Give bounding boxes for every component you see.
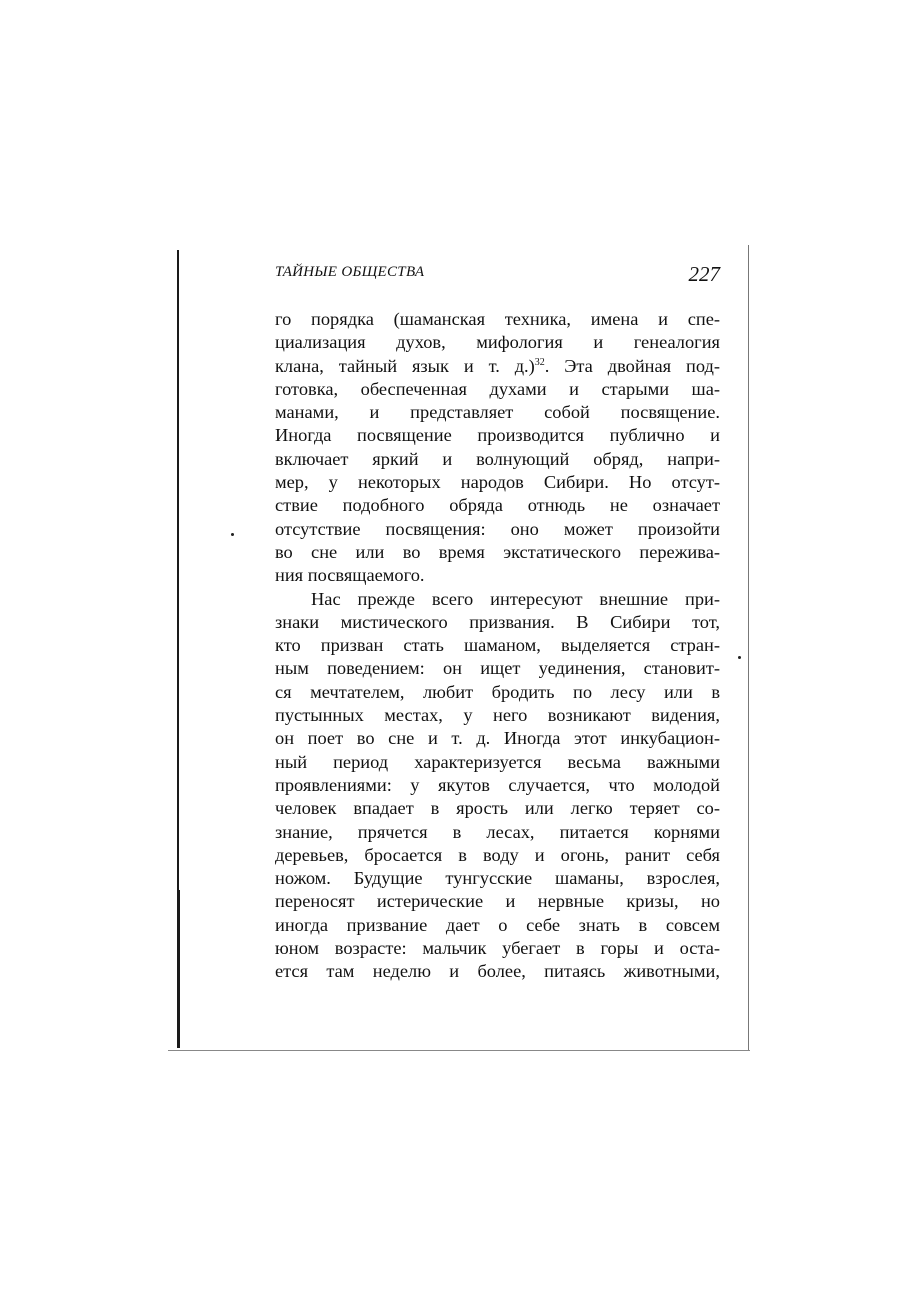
- text-line: ется там неделю и более, питаясь животными,: [275, 961, 720, 982]
- text-line: готовка, обеспеченная духами и старыми ша-: [275, 378, 720, 399]
- running-title: ТАЙНЫЕ ОБЩЕСТВА: [275, 264, 425, 280]
- scan-speck: [231, 533, 234, 536]
- text-line: человек впадает в ярость или легко теряет со-: [275, 798, 720, 819]
- text-line: ножом. Будущие тунгусские шаманы, взрослея,: [275, 868, 720, 889]
- text-line: ся мечтателем, любит бродить по лесу или в: [275, 681, 720, 702]
- text-line: деревьев, бросается в воду и огонь, ранит себя: [275, 844, 720, 865]
- text-line-with-footnote: [275, 355, 720, 378]
- text-line: ным поведением: он ищет уединения, становит-: [275, 658, 720, 679]
- text-line: кто призван стать шаманом, выделяется стран-: [275, 635, 720, 656]
- text-line: манами, и представляет собой посвящение.: [275, 402, 720, 423]
- scan-bottom-edge: [168, 1050, 750, 1051]
- scan-speck: [738, 656, 741, 659]
- text-line: отсутствие посвящения: оно может произойти: [275, 518, 720, 539]
- text-line: переносят истерические и нервные кризы, но: [275, 891, 720, 912]
- page-header: [275, 262, 720, 288]
- text-line: Нас прежде всего интересуют внешние при-: [311, 588, 720, 609]
- text-line: мер, у некоторых народов Сибири. Но отсут-: [275, 472, 720, 493]
- text-line: проявлениями: у якутов случается, что молодой: [275, 774, 720, 795]
- text-line: юном возрасте: мальчик убегает в горы и оста-: [275, 938, 720, 959]
- text-line: включает яркий и волнующий обряд, напри-: [275, 448, 720, 469]
- scan-right-edge: [748, 245, 749, 1051]
- text-line: ния посвящаемого.: [275, 565, 425, 586]
- text-line: знание, прячется в лесах, питается корнями: [275, 821, 720, 842]
- text-fragment: . Эта двойная под-: [544, 355, 721, 376]
- text-line: иногда призвание дает о себе знать в совсем: [275, 914, 720, 935]
- text-line: он поет во сне и т. д. Иногда этот инкубацион-: [275, 728, 720, 749]
- text-line: го порядка (шаманская техника, имена и спе-: [275, 309, 720, 329]
- text-line: во сне или во время экстатического пережива-: [275, 541, 720, 562]
- text-line: ный период характеризуется весьма важными: [275, 751, 720, 772]
- text-line: пустынных местах, у него возникают видения,: [275, 705, 720, 726]
- text-fragment: клана, тайный язык и т. д.): [275, 355, 535, 376]
- page-number: 227: [688, 262, 720, 286]
- text-line: ствие подобного обряда отнюдь не означает: [275, 495, 720, 516]
- text-body: [275, 308, 720, 984]
- text-line: знаки мистического призвания. В Сибири тот,: [275, 611, 720, 632]
- text-line: Иногда посвящение производится публично и: [275, 425, 720, 446]
- text-line: циализация духов, мифология и генеалогия: [275, 332, 720, 353]
- footnote-ref: 32: [534, 356, 545, 368]
- scan-left-edge-lower: [177, 890, 180, 1048]
